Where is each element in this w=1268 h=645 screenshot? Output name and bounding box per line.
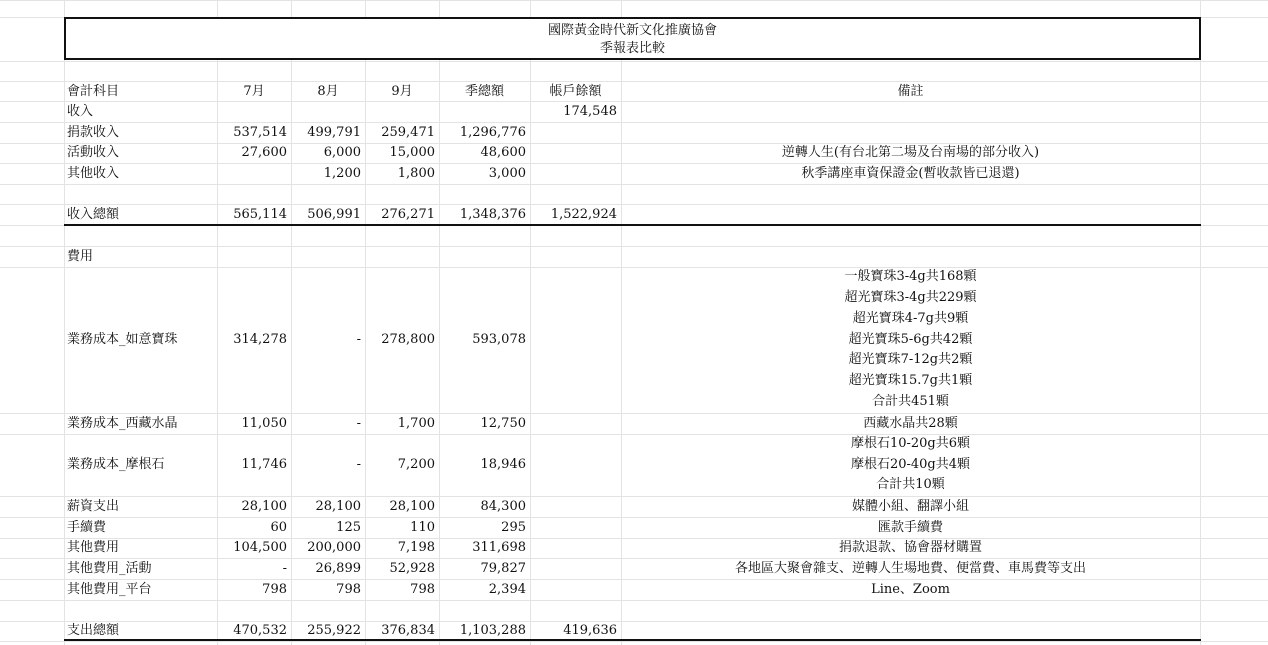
balance-cell[interactable]: [530, 122, 621, 143]
header-july[interactable]: 7月: [243, 84, 265, 99]
report-title-box[interactable]: [64, 17, 1201, 60]
balance-cell[interactable]: [530, 434, 621, 496]
balance-cell[interactable]: [530, 538, 621, 558]
expense-total-border: [64, 639, 1201, 641]
quarter-total-cell[interactable]: [439, 225, 530, 246]
september-cell[interactable]: [365, 102, 439, 122]
july-cell[interactable]: [217, 225, 291, 246]
august-cell[interactable]: 798: [336, 582, 361, 597]
balance-cell[interactable]: [530, 246, 621, 267]
july-cell[interactable]: [217, 600, 291, 621]
gridline-row: [0, 0, 1268, 1]
account-cell[interactable]: 業務成本_西藏水晶: [67, 416, 178, 431]
september-cell[interactable]: [365, 225, 439, 246]
account-cell[interactable]: 其他費用: [67, 540, 120, 555]
notes-cell[interactable]: [621, 184, 1200, 204]
balance-cell[interactable]: [530, 558, 621, 579]
july-cell[interactable]: 27,600: [241, 145, 287, 160]
balance-cell[interactable]: [530, 225, 621, 246]
account-cell[interactable]: [64, 184, 217, 204]
august-cell[interactable]: [291, 184, 365, 204]
gridline-col: [1200, 0, 1201, 645]
september-cell[interactable]: 7,200: [397, 457, 435, 472]
notes-cell[interactable]: [621, 204, 1200, 225]
account-cell[interactable]: 業務成本_如意寶珠: [67, 332, 178, 347]
july-cell[interactable]: 28,100: [241, 499, 287, 514]
september-cell[interactable]: 276,271: [381, 207, 435, 222]
notes-cell[interactable]: 秋季講座車資保證金(暫收款皆已退還): [801, 166, 1020, 181]
balance-cell[interactable]: [530, 413, 621, 434]
balance-cell[interactable]: [530, 600, 621, 621]
account-cell[interactable]: 其他費用_活動: [67, 561, 152, 576]
notes-cell[interactable]: 逆轉人生(有台北第二場及台南場的部分收入): [781, 145, 1040, 160]
quarter-total-cell[interactable]: 1,348,376: [459, 207, 526, 222]
july-cell[interactable]: 798: [262, 582, 287, 597]
notes-cell[interactable]: [621, 246, 1200, 267]
header-account[interactable]: 會計科目: [67, 84, 120, 99]
august-cell[interactable]: 506,991: [307, 207, 361, 222]
july-cell[interactable]: 470,532: [233, 623, 287, 638]
notes-cell[interactable]: 摩根石10-20g共6顆: [850, 436, 971, 451]
account-cell[interactable]: 業務成本_摩根石: [67, 457, 165, 472]
quarter-total-cell[interactable]: 3,000: [488, 166, 526, 181]
quarter-total-cell[interactable]: 48,600: [480, 145, 526, 160]
august-cell[interactable]: 1,200: [323, 166, 361, 181]
header-september[interactable]: 9月: [391, 84, 413, 99]
account-cell[interactable]: [64, 225, 217, 246]
notes-cell[interactable]: 一般寶珠3-4g共168顆: [844, 269, 977, 284]
july-cell[interactable]: 104,500: [233, 540, 287, 555]
notes-cell[interactable]: 超光寶珠7-12g共2顆: [848, 352, 973, 368]
august-cell[interactable]: 499,791: [307, 125, 361, 140]
notes-cell[interactable]: 超光寶珠15.7g共1顆: [848, 373, 973, 389]
notes-cell[interactable]: 合計共10顆: [876, 477, 945, 493]
july-cell[interactable]: [217, 163, 291, 184]
header-account-balance[interactable]: 帳戶餘額: [549, 84, 602, 99]
quarter-total-cell[interactable]: 593,078: [472, 332, 526, 347]
account-cell[interactable]: 其他費用_平台: [67, 582, 152, 597]
notes-cell[interactable]: [621, 600, 1200, 621]
september-cell[interactable]: 376,834: [381, 623, 435, 638]
account-cell[interactable]: 收入: [67, 104, 94, 119]
balance-cell[interactable]: 174,548: [563, 104, 617, 119]
notes-cell[interactable]: 捐款退款、協會器材購置: [838, 540, 982, 555]
august-cell[interactable]: 28,100: [315, 499, 361, 514]
income-total-border: [64, 224, 1201, 226]
balance-cell[interactable]: [530, 163, 621, 184]
account-cell[interactable]: 支出總額: [67, 623, 120, 638]
august-cell[interactable]: 6,000: [323, 145, 361, 160]
balance-cell[interactable]: [530, 267, 621, 413]
notes-cell[interactable]: [621, 621, 1200, 641]
september-cell[interactable]: 798: [410, 582, 435, 597]
balance-cell[interactable]: [530, 143, 621, 163]
notes-cell[interactable]: Line、Zoom: [871, 582, 950, 597]
balance-cell[interactable]: 419,636: [563, 623, 617, 638]
august-cell[interactable]: -: [356, 332, 361, 347]
notes-cell[interactable]: 摩根石20-40g共4顆: [850, 456, 971, 472]
quarter-total-cell[interactable]: 1,296,776: [459, 125, 526, 140]
september-cell[interactable]: 15,000: [389, 145, 435, 160]
quarter-total-cell[interactable]: 18,946: [480, 457, 526, 472]
september-cell[interactable]: 28,100: [389, 499, 435, 514]
august-cell[interactable]: -: [356, 457, 361, 472]
july-cell[interactable]: 11,746: [241, 457, 287, 472]
gridline-row: [0, 61, 1268, 62]
august-cell[interactable]: -: [356, 416, 361, 431]
balance-cell[interactable]: [530, 184, 621, 204]
notes-cell[interactable]: 匯款手續費: [877, 520, 943, 535]
august-cell[interactable]: [291, 600, 365, 621]
september-cell[interactable]: 278,800: [381, 332, 435, 347]
september-cell[interactable]: 110: [410, 520, 435, 535]
balance-cell[interactable]: [530, 496, 621, 517]
account-cell[interactable]: 手續費: [67, 520, 107, 535]
august-cell[interactable]: 200,000: [307, 540, 361, 555]
quarter-total-cell[interactable]: [439, 184, 530, 204]
quarter-total-cell[interactable]: 2,394: [488, 582, 526, 597]
header-august[interactable]: 8月: [317, 84, 339, 99]
july-cell[interactable]: 60: [270, 520, 287, 535]
september-cell[interactable]: 1,800: [397, 166, 435, 181]
august-cell[interactable]: 125: [336, 520, 361, 535]
notes-cell[interactable]: [621, 122, 1200, 143]
notes-cell[interactable]: 合計共451顆: [872, 394, 949, 410]
notes-cell[interactable]: 超光寶珠4-7g共9顆: [852, 310, 969, 326]
july-cell[interactable]: [217, 102, 291, 122]
account-cell[interactable]: 薪資支出: [67, 499, 120, 514]
notes-cell[interactable]: 超光寶珠5-6g共42顆: [848, 331, 973, 347]
notes-cell[interactable]: 西藏水晶共28顆: [863, 416, 958, 431]
report-title: 國際黃金時代新文化推廣協會: [547, 23, 717, 38]
july-cell[interactable]: -: [282, 561, 287, 576]
july-cell[interactable]: 314,278: [233, 332, 287, 347]
gridline-row: [0, 641, 1268, 642]
header-quarter-total[interactable]: 季總額: [464, 84, 504, 99]
quarter-total-cell[interactable]: 311,698: [472, 540, 526, 555]
notes-cell[interactable]: 媒體小組、翻譯小組: [851, 499, 969, 514]
notes-cell[interactable]: [621, 102, 1200, 122]
september-cell[interactable]: [365, 246, 439, 267]
august-cell[interactable]: [291, 225, 365, 246]
balance-cell[interactable]: 1,522,924: [550, 207, 617, 222]
august-cell[interactable]: [291, 246, 365, 267]
notes-cell[interactable]: 各地區大聚會雜支、逆轉人生場地費、便當費、車馬費等支出: [734, 561, 1086, 576]
account-cell[interactable]: [64, 600, 217, 621]
july-cell[interactable]: [217, 184, 291, 204]
august-cell[interactable]: [291, 102, 365, 122]
notes-cell[interactable]: 超光寶珠3-4g共229顆: [844, 289, 977, 305]
july-cell[interactable]: 565,114: [233, 207, 287, 222]
september-cell[interactable]: 7,198: [397, 540, 435, 555]
august-cell[interactable]: 26,899: [315, 561, 361, 576]
quarter-total-cell[interactable]: [439, 600, 530, 621]
quarter-total-cell[interactable]: 84,300: [480, 499, 526, 514]
september-cell[interactable]: 1,700: [397, 416, 435, 431]
quarter-total-cell[interactable]: [439, 102, 530, 122]
account-cell[interactable]: 活動收入: [67, 145, 120, 160]
september-cell[interactable]: 259,471: [381, 125, 435, 140]
report-subtitle: 季報表比較: [599, 41, 665, 56]
august-cell[interactable]: 255,922: [307, 623, 361, 638]
quarter-total-cell[interactable]: 295: [501, 520, 526, 535]
september-cell[interactable]: 52,928: [389, 561, 435, 576]
september-cell[interactable]: [365, 184, 439, 204]
balance-cell[interactable]: [530, 517, 621, 538]
quarter-total-cell[interactable]: [439, 246, 530, 267]
notes-cell[interactable]: [621, 225, 1200, 246]
account-cell[interactable]: 費用: [67, 249, 94, 264]
july-cell[interactable]: 537,514: [233, 125, 287, 140]
account-cell[interactable]: 收入總額: [67, 207, 120, 222]
quarter-total-cell[interactable]: 1,103,288: [459, 623, 526, 638]
quarter-total-cell[interactable]: 12,750: [480, 416, 526, 431]
header-notes[interactable]: 備註: [897, 84, 924, 99]
balance-cell[interactable]: [530, 579, 621, 600]
account-cell[interactable]: 捐款收入: [67, 125, 120, 140]
september-cell[interactable]: [365, 600, 439, 621]
july-cell[interactable]: [217, 246, 291, 267]
july-cell[interactable]: 11,050: [241, 416, 287, 431]
account-cell[interactable]: 其他收入: [67, 166, 120, 181]
quarter-total-cell[interactable]: 79,827: [480, 561, 526, 576]
